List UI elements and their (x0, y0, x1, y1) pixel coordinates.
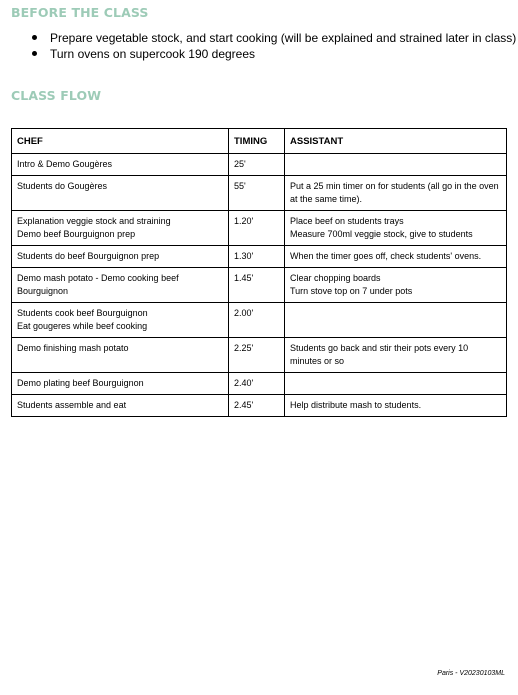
assistant-task-text: Place beef on students trays (290, 216, 404, 226)
chef-task-text: Explanation veggie stock and straining (17, 216, 171, 226)
timing-text: 2.45' (234, 400, 254, 410)
assistant-cell (285, 373, 507, 395)
chef-task-text: Demo beef Bourguignon prep (17, 229, 136, 239)
assistant-task-text: Clear chopping boards (290, 273, 381, 283)
chef-cell (12, 246, 229, 268)
table-row (12, 154, 507, 176)
list-item-text: Turn ovens on supercook 190 degrees (50, 47, 256, 61)
assistant-cell (285, 338, 507, 373)
table-row (12, 268, 507, 303)
timing-text: 25' (234, 159, 246, 169)
assistant-task-text: Help distribute mash to students. (290, 400, 422, 410)
table-row (12, 303, 507, 338)
chef-task-text: Demo plating beef Bourguignon (17, 378, 144, 388)
list-item-text: Prepare vegetable stock, and start cooking (will be explained and strained later in class) (50, 31, 517, 45)
before-class-heading: BEFORE THE CLASS (11, 5, 149, 20)
timing-text: 1.45' (234, 273, 254, 283)
timing-text: 2.40' (234, 378, 254, 388)
column-header-assistant: ASSISTANT (285, 129, 507, 154)
timing-text: 2.00' (234, 308, 254, 318)
table-row (12, 211, 507, 246)
table-row (12, 373, 507, 395)
chef-task-text: Students cook beef Bourguignon (17, 308, 148, 318)
assistant-task-text: Put a 25 min timer on for students (all go in the oven at the same time). (290, 181, 499, 204)
timing-cell (229, 338, 285, 373)
table-row (12, 246, 507, 268)
assistant-task-text: Turn stove top on 7 under pots (290, 286, 413, 296)
chef-task-text: Demo finishing mash potato (17, 343, 129, 353)
assistant-cell (285, 211, 507, 246)
column-header-timing: TIMING (229, 129, 285, 154)
assistant-task-text: Students go back and stir their pots every 10 minutes or so (290, 343, 469, 366)
table-row (12, 395, 507, 417)
class-flow-heading: CLASS FLOW (11, 88, 102, 103)
timing-cell (229, 303, 285, 338)
chef-cell (12, 268, 229, 303)
timing-text: 2.25' (234, 343, 254, 353)
assistant-task-text: When the timer goes off, check students' ovens. (290, 251, 482, 261)
list-item (32, 30, 516, 46)
chef-task-text: Students do Gougères (17, 181, 108, 191)
assistant-cell (285, 154, 507, 176)
assistant-cell (285, 268, 507, 303)
timing-text: 1.30' (234, 251, 254, 261)
timing-text: 55' (234, 181, 246, 191)
assistant-cell (285, 176, 507, 211)
column-header-chef: CHEF (12, 129, 229, 154)
timing-cell (229, 246, 285, 268)
timing-cell (229, 176, 285, 211)
chef-task-text: Students do beef Bourguignon prep (17, 251, 160, 261)
timing-cell (229, 268, 285, 303)
table-row (12, 176, 507, 211)
chef-cell (12, 373, 229, 395)
assistant-task-text: Measure 700ml veggie stock, give to students (290, 229, 473, 239)
chef-task-text: Students assemble and eat (17, 400, 127, 410)
timing-cell (229, 211, 285, 246)
timing-cell (229, 373, 285, 395)
before-class-list (32, 30, 516, 62)
chef-task-text: Eat gougeres while beef cooking (17, 321, 148, 331)
chef-cell (12, 338, 229, 373)
assistant-cell (285, 246, 507, 268)
bullet-icon (32, 51, 37, 56)
timing-cell (229, 154, 285, 176)
chef-task-text: Intro & Demo Gougères (17, 159, 113, 169)
timing-cell (229, 395, 285, 417)
version-footer: Paris - V20230103ML (437, 670, 505, 677)
timing-text: 1.20' (234, 216, 254, 226)
chef-task-text: Demo mash potato - Demo cooking beef Bourguignon (17, 273, 179, 296)
table-body (12, 154, 507, 417)
chef-cell (12, 303, 229, 338)
chef-cell (12, 154, 229, 176)
table-row (12, 338, 507, 373)
table-header-row (12, 129, 507, 154)
list-item (32, 46, 516, 62)
bullet-icon (32, 35, 37, 40)
chef-cell (12, 176, 229, 211)
chef-cell (12, 211, 229, 246)
assistant-cell (285, 395, 507, 417)
class-flow-table (11, 128, 507, 417)
chef-cell (12, 395, 229, 417)
assistant-cell (285, 303, 507, 338)
